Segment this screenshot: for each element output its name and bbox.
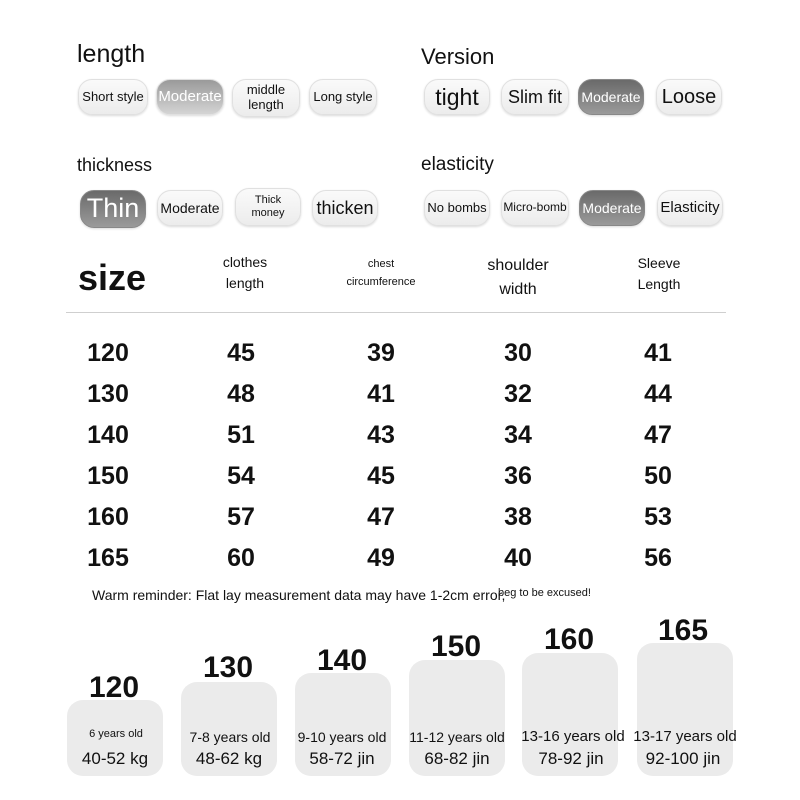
excuse-note: beg to be excused! (498, 587, 591, 599)
chest-cell: 49 (367, 544, 395, 572)
size-card-weight: 92-100 jin (645, 749, 721, 768)
size-card-size: 160 (543, 623, 595, 656)
option-label: Long style (313, 88, 373, 104)
option-label: Loose (661, 85, 717, 108)
thickness-option-thick-money[interactable] (235, 188, 301, 226)
sleeve-cell: 44 (644, 380, 672, 408)
size-card-age: 11-12 years old (409, 729, 505, 745)
version-option-slim-fit[interactable] (501, 79, 569, 115)
sleeve-cell: 47 (644, 421, 672, 449)
size-card-age: 6 years old (89, 728, 143, 740)
elasticity-option-no-bombs[interactable] (424, 190, 490, 226)
option-label: Micro-bomb (503, 200, 567, 215)
sleeve-length-header: Sleeve Length (637, 255, 681, 292)
size-cell: 150 (87, 462, 129, 490)
option-label: tight (435, 83, 479, 110)
size-card-size: 130 (202, 651, 254, 684)
size-card-age: 13-16 years old (521, 728, 625, 745)
clothes-length-cell: 60 (227, 544, 255, 572)
version-option-tight[interactable] (424, 79, 490, 115)
size-card-size: 150 (430, 630, 482, 663)
elasticity-option-micro-bomb[interactable] (501, 190, 569, 226)
chest-cell: 41 (367, 380, 395, 408)
shoulder-cell: 40 (504, 544, 532, 572)
chest-cell: 47 (367, 503, 395, 531)
thickness-option-moderate[interactable] (157, 190, 223, 226)
version-title: Version (421, 44, 495, 69)
size-cell: 160 (87, 503, 129, 531)
option-label: middle length (246, 82, 286, 112)
length-option-middle-length[interactable] (232, 79, 300, 117)
size-card-weight: 68-82 jin (424, 749, 490, 768)
length-option-short-style[interactable] (78, 79, 148, 115)
table-divider (66, 312, 726, 313)
chest-circumference-header: chest circumference (346, 258, 416, 288)
thickness-title: thickness (77, 155, 153, 175)
size-card-size: 140 (316, 644, 368, 677)
size-card-age: 13-17 years old (633, 728, 737, 745)
chest-cell: 39 (367, 339, 395, 367)
option-label: Moderate (581, 88, 641, 105)
size-card-size: 120 (88, 671, 140, 704)
version-option-moderate[interactable] (578, 79, 644, 115)
sleeve-cell: 56 (644, 544, 672, 572)
clothes-length-cell: 51 (227, 421, 255, 449)
size-card-weight: 40-52 kg (81, 749, 149, 768)
shoulder-cell: 32 (504, 380, 532, 408)
size-card-age: 9-10 years old (297, 729, 387, 745)
length-option-long-style[interactable] (309, 79, 377, 115)
option-label: Elasticity (660, 199, 720, 217)
warm-reminder: Warm reminder: Flat lay measurement data may have 1-2cm error, (92, 587, 506, 603)
chest-cell: 43 (367, 421, 395, 449)
clothes-length-cell: 54 (227, 462, 255, 490)
size-cell: 165 (87, 544, 129, 572)
option-label: Moderate (158, 88, 222, 106)
option-label: thicken (316, 197, 374, 218)
length-title: length (77, 40, 146, 68)
sleeve-cell: 41 (644, 339, 672, 367)
size-cell: 140 (87, 421, 129, 449)
size-card-weight: 78-92 jin (538, 749, 604, 768)
size-card-weight: 58-72 jin (309, 749, 375, 768)
option-label: Short style (82, 88, 144, 104)
elasticity-option-moderate[interactable] (579, 190, 645, 226)
option-label: Thick money (251, 194, 285, 219)
thickness-option-thicken[interactable] (312, 190, 378, 226)
size-cell: 130 (87, 380, 129, 408)
size-card-weight: 48-62 kg (195, 749, 263, 768)
option-label: Moderate (582, 199, 642, 216)
elasticity-title: elasticity (421, 154, 494, 175)
option-label: Slim fit (508, 86, 562, 107)
length-option-moderate[interactable] (156, 79, 224, 115)
shoulder-cell: 34 (504, 421, 532, 449)
version-option-loose[interactable] (656, 79, 722, 115)
clothes-length-header: clothes length (222, 254, 268, 291)
size-card-age: 7-8 years old (189, 729, 271, 745)
size-card-size: 165 (657, 614, 709, 647)
sleeve-cell: 50 (644, 462, 672, 490)
clothes-length-cell: 45 (227, 339, 255, 367)
chest-cell: 45 (367, 462, 395, 490)
clothes-length-cell: 57 (227, 503, 255, 531)
shoulder-width-header: shoulder width (487, 257, 549, 298)
sleeve-cell: 53 (644, 503, 672, 531)
elasticity-option-elasticity[interactable] (657, 190, 723, 226)
thickness-option-thin[interactable] (80, 190, 146, 228)
shoulder-cell: 36 (504, 462, 532, 490)
shoulder-cell: 30 (504, 339, 532, 367)
shoulder-cell: 38 (504, 503, 532, 531)
option-label: Thin (86, 193, 140, 224)
size-header: size (78, 257, 147, 298)
size-cell: 120 (87, 339, 129, 367)
option-label: No bombs (427, 199, 487, 215)
option-label: Moderate (160, 199, 220, 216)
clothes-length-cell: 48 (227, 380, 255, 408)
